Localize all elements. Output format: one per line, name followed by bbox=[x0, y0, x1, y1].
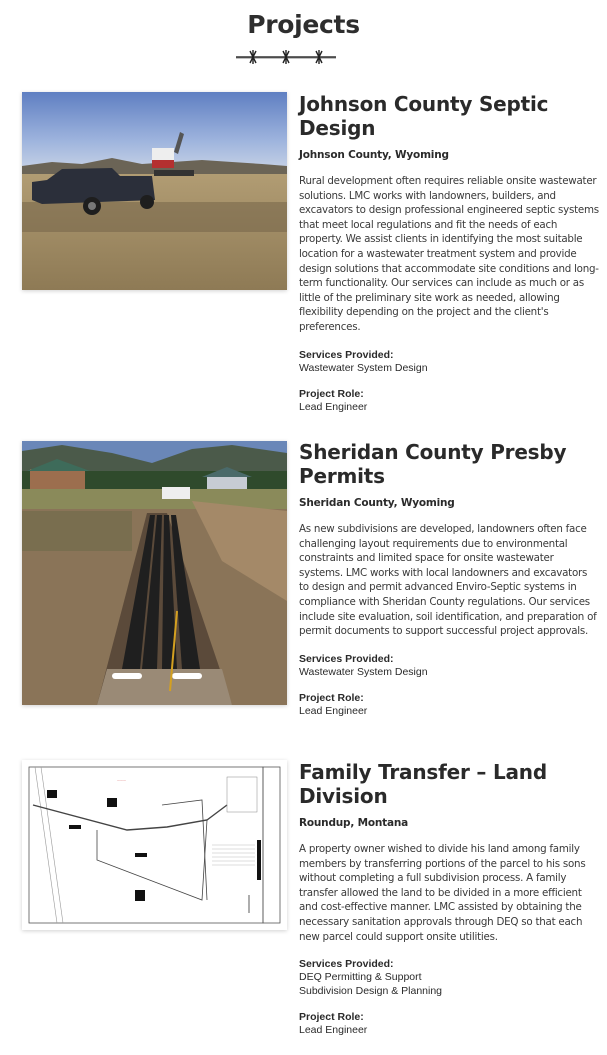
project-image bbox=[22, 92, 287, 290]
project-image bbox=[22, 760, 287, 930]
project-title: Johnson County Septic Design bbox=[299, 92, 549, 140]
role-label: Project Role: bbox=[299, 1011, 364, 1024]
project-role bbox=[299, 1011, 599, 1037]
page-title: Projects bbox=[247, 10, 360, 39]
role-value: Lead Engineer bbox=[299, 704, 368, 717]
service-item: Subdivision Design & Planning bbox=[299, 985, 443, 998]
service-item: DEQ Permitting & Support bbox=[299, 971, 422, 984]
services-provided bbox=[299, 653, 599, 679]
services-provided bbox=[299, 349, 599, 375]
project-title: Family Transfer – Land Division bbox=[299, 760, 547, 808]
service-item: Wastewater System Design bbox=[299, 665, 428, 678]
trench-photo-icon bbox=[22, 441, 287, 705]
role-label: Project Role: bbox=[299, 387, 364, 400]
barbed-wire-icon bbox=[236, 47, 336, 67]
project-title: Sheridan County Presby Permits bbox=[299, 440, 567, 488]
project-description: A property owner wished to divide his land among family members by transferring portions of the parcel to his sons without completing a full subdivision process. A family transfer allowed the land to be divided in a more efficient and cost-effective manner. LMC assisted by obtaining the necessary sanitation approvals through DEQ so that each new parcel could support onsite utilities. bbox=[299, 843, 586, 943]
services-label: Services Provided: bbox=[299, 348, 394, 361]
project-description: As new subdivisions are developed, landowners often face challenging layout requirements due to environmental constraints and limited space for onsite wastewater systems. LMC works with local landowners and excavators to design and permit advanced Enviro-Septic systems in compliance with Sheridan County regulations. Our services include site evaluation, soil identification, and preparation of permit documents to support successful project approvals. bbox=[299, 523, 597, 638]
project-image bbox=[22, 441, 287, 705]
services-provided bbox=[299, 958, 599, 998]
role-value: Lead Engineer bbox=[299, 1024, 368, 1037]
project-description: Rural development often requires reliable onsite wastewater solutions. LMC works with landowners, builders, and excavators to design professional engineered septic systems that meet local regulations and fit the needs of each property. We assist clients in identifying the most suitable location for a wastewater treatment system and provide design solutions that accommodate site conditions and long-term functionality. Our services can include as much or as little of the preliminary site work as needed, allowing flexibility depending on the project and the client's preferences. bbox=[299, 175, 599, 333]
svg-text:———: ——— bbox=[117, 778, 126, 782]
project-role bbox=[299, 692, 599, 718]
project-role bbox=[299, 388, 599, 414]
truck-photo-icon bbox=[22, 92, 287, 290]
services-label: Services Provided: bbox=[299, 652, 394, 665]
service-item: Wastewater System Design bbox=[299, 361, 428, 374]
role-value: Lead Engineer bbox=[299, 400, 368, 413]
project-location: Sheridan County, Wyoming bbox=[299, 497, 455, 509]
services-label: Services Provided: bbox=[299, 958, 394, 971]
role-label: Project Role: bbox=[299, 691, 364, 704]
site-plan-icon bbox=[27, 765, 282, 925]
project-location: Johnson County, Wyoming bbox=[299, 149, 449, 161]
project-location: Roundup, Montana bbox=[299, 817, 409, 829]
